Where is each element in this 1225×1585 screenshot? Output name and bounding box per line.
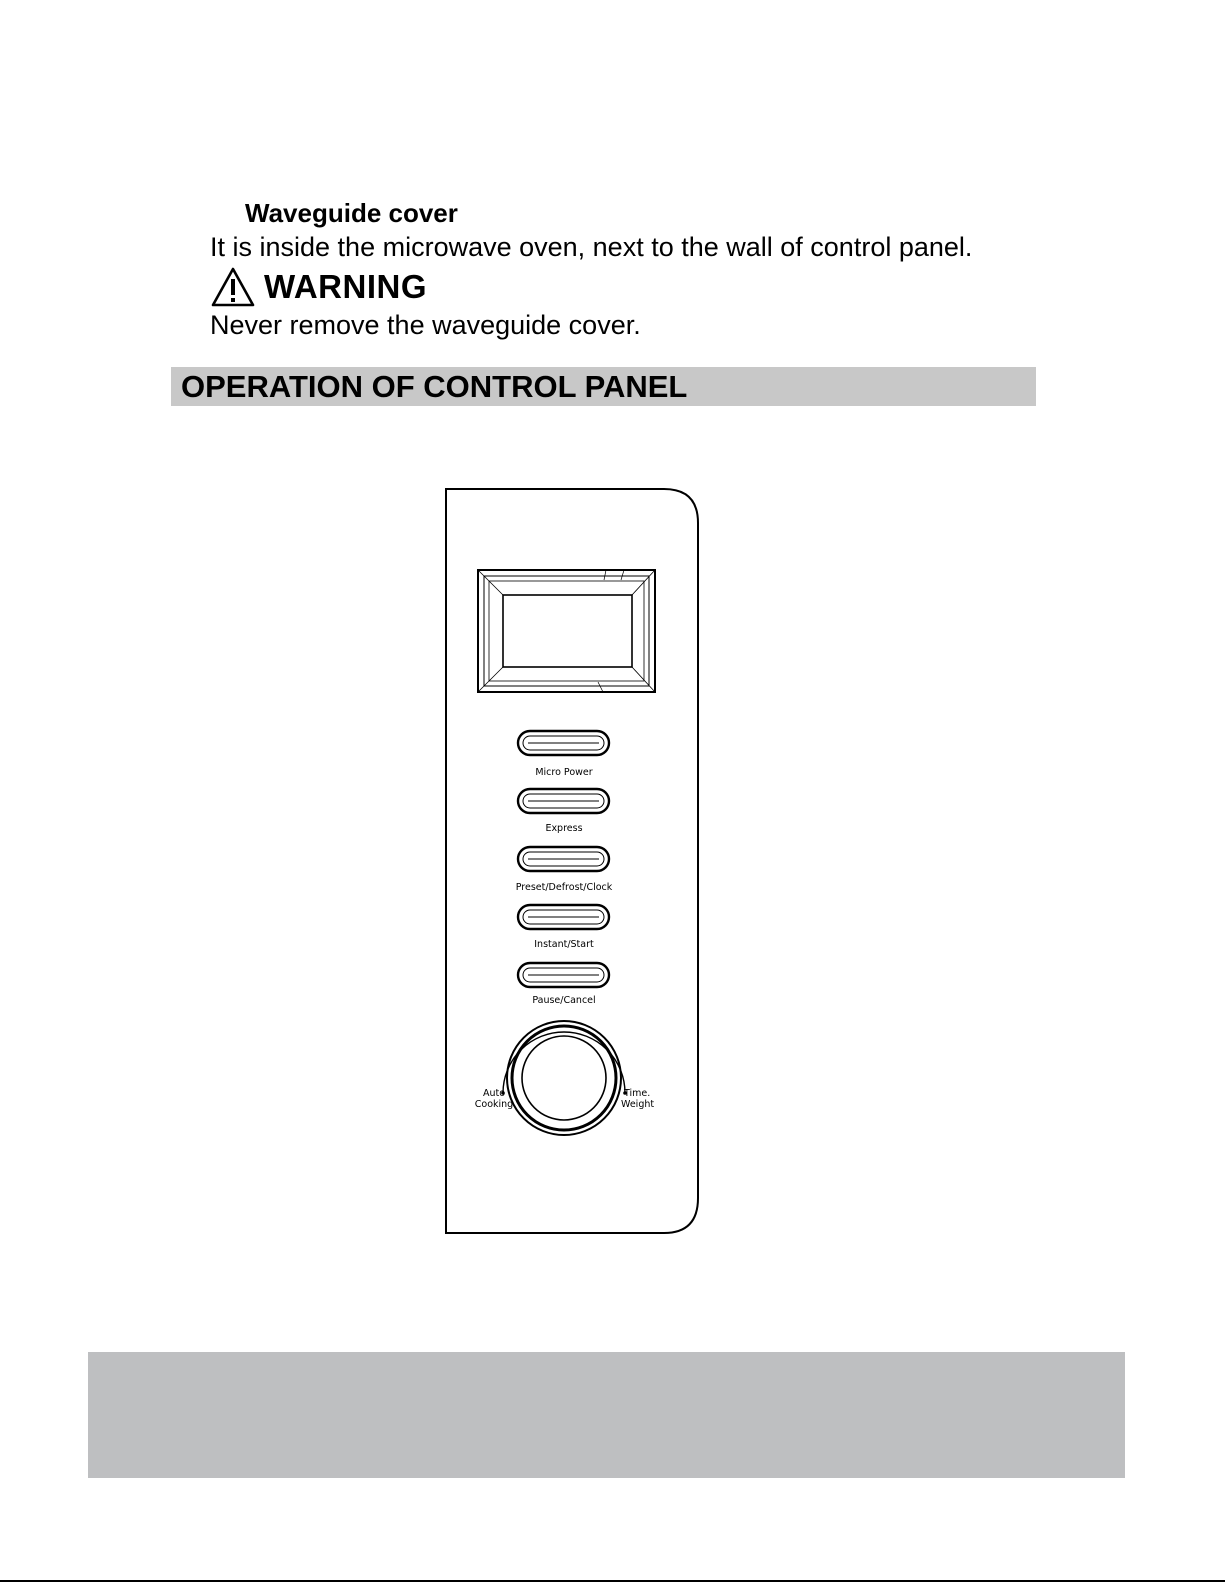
display-screen — [478, 570, 655, 692]
section-heading: OPERATION OF CONTROL PANEL — [181, 369, 688, 404]
dial-label-auto: Auto — [482, 1088, 506, 1099]
footer-bar — [88, 1352, 1125, 1478]
bottom-rule — [0, 1580, 1225, 1582]
dial-label-time-weight — [621, 1088, 661, 1110]
waveguide-cover-description: It is inside the microwave oven, next to the wall of control panel. — [210, 232, 973, 262]
dial-label-weight: Weight — [621, 1099, 655, 1110]
dial-label-cooking: Cooking — [474, 1099, 514, 1110]
pause-cancel-label: Pause/Cancel — [532, 995, 596, 1006]
warning-text: Never remove the waveguide cover. — [210, 310, 641, 340]
button-instant-start — [518, 905, 609, 929]
express-label: Express — [545, 823, 583, 834]
micro-power-label: Micro Power — [535, 767, 593, 778]
dial-label-time: Time. — [624, 1088, 651, 1099]
preset-defrost-clock-label: Preset/Defrost/Clock — [515, 882, 613, 893]
button-express — [518, 789, 609, 813]
button-preset-defrost-clock — [518, 847, 609, 871]
warning-label: WARNING — [264, 268, 427, 305]
dial-knob — [501, 1021, 627, 1135]
waveguide-cover-title: Waveguide cover — [245, 198, 458, 228]
instant-start-label: Instant/Start — [534, 939, 594, 950]
button-micro-power — [518, 731, 609, 755]
button-pause-cancel — [518, 963, 609, 987]
dial-label-auto-cooking — [472, 1088, 516, 1110]
